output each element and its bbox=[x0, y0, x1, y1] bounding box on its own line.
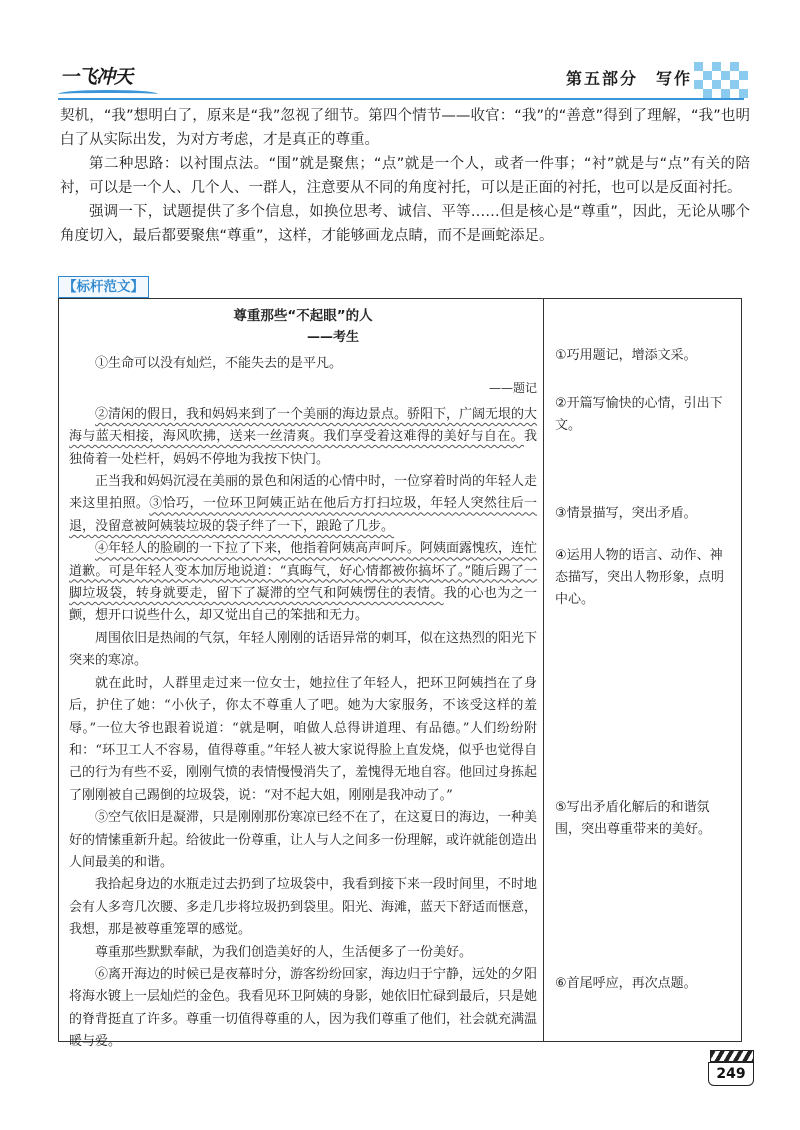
intro-paragraph-3: 强调一下，试题提供了多个信息，如换位思考、诚信、平等……但是核心是“尊重”，因此，无论从哪个角度切入，最后都要聚焦“尊重”，这样，才能够画龙点睛，而不是画蛇添足。 bbox=[60, 204, 750, 244]
annotated-text-2: ②清闲的假日，我和妈妈来到了一个美丽的海边景点。骄阳下，广阔无垠的大海与蓝天相接，海风吹拂，送来一丝清爽。我们享受着这难得的美好与自在。 bbox=[69, 406, 538, 445]
margin-note-4: ④运用人物的语言、动作、神态描写，突出人物形象，点明中心。 bbox=[555, 548, 725, 607]
margin-note-5: ⑤写出矛盾化解后的和谐氛围，突出尊重带来的美好。 bbox=[555, 800, 712, 837]
page-number: 249 bbox=[708, 1062, 754, 1086]
annotated-text-3: ③恰巧，一位环卫阿姨正站在他后方打扫垃圾，年轻人突然往后一退，没留意被阿姨装垃圾的袋子绊了一下，踉跄了几步。 bbox=[69, 496, 537, 534]
essay-text-3a: 正当我和妈妈沉浸在美丽的景色和闲适的心情中时，一位穿着时尚的年轻人走来这里拍照。 bbox=[69, 474, 538, 512]
column-divider bbox=[543, 299, 544, 1041]
essay-paragraph-6: 就在此时，人群里走过来一位女士，她拉住了年轻人，把环卫阿姨挡在了身后，护住了她：“小伙子，你太不尊重人了吧。她为大家服务，不该受这样的羞辱。”一位大爷也跟着说道：“就是啊，咱做人总得讲道理、有品德。”人们纷纷附和：“环卫工人不容易，值得尊重。”年轻人被大家说得脸上直发烧，似乎也觉得自己的行为有些不妥，刚刚气愤的表情慢慢消失了，羞愧得无地自容。他回过身拣起了刚刚被自己踢倒的垃圾袋，说：“对不起大姐，刚刚是我冲动了。” bbox=[69, 675, 538, 803]
essay-table bbox=[58, 298, 742, 1050]
margin-note-3: ③情景描写，突出矛盾。 bbox=[555, 506, 697, 521]
essay-author: ——考生 bbox=[306, 330, 359, 345]
essay-paragraph-4 bbox=[69, 538, 537, 628]
intro-paragraph-1: 契机，“我”想明白了，原来是“我”忽视了细节。第四个情节——收官：“我”的“善意”得到了理解，“我”也明白了从实际出发，为对方考虑，才是真正的尊重。 bbox=[60, 108, 750, 148]
essay-paragraph-7: ⑤空气依旧是凝滞，只是刚刚那份寒凉已经不在了，在这夏日的海边，一种美好的情愫重新升起。给彼此一份尊重，让人与人之间多一份理解，或许就能创造出人间最美的和谐。 bbox=[69, 810, 538, 870]
essay-column bbox=[69, 305, 537, 1054]
page-badge-stripes bbox=[710, 1050, 754, 1062]
section-title: 第五部分 写作 bbox=[566, 69, 693, 88]
margin-note-6: ⑥首尾呼应，再次点题。 bbox=[555, 976, 697, 991]
essay-title: 尊重那些“不起眼”的人 bbox=[233, 308, 373, 324]
annotated-text-4: ④年轻人的脸刷的一下拉了下来，他指着阿姨高声呵斥。阿姨面露愧疚，连忙道歉。可是年轻人变本加厉地说道：“真晦气，好心情都被你搞坏了。”随后踢了一脚垃圾袋，转身就要走，留下了凝滞的空气和阿姨愣住的表情。 bbox=[69, 541, 538, 602]
brand-logo: 一飞冲天 bbox=[60, 66, 133, 88]
header-rule bbox=[58, 98, 744, 100]
intro-text bbox=[60, 104, 750, 248]
margin-note-2: ②开篇写愉快的心情，引出下文。 bbox=[555, 396, 723, 433]
essay-paragraph-2 bbox=[69, 404, 537, 471]
essay-paragraph-3 bbox=[69, 471, 537, 538]
margin-note-1: ①巧用题记，增添文采。 bbox=[555, 348, 697, 363]
essay-paragraph-8: 我拾起身边的水瓶走过去扔到了垃圾袋中，我看到接下来一段时间里，不时地会有人多弯几次腰、多走几步将垃圾扔到袋里。阳光、海滩，蓝天下舒适而惬意，我想，那是被尊重笼罩的感觉。 bbox=[69, 877, 538, 938]
epigraph-signature: ——题记 bbox=[488, 381, 537, 396]
intro-paragraph-2: 第二种思路：以衬围点法。“围”就是聚焦；“点”就是一个人，或者一件事；“衬”就是与“点”有关的陪衬，可以是一个人、几个人、一群人，注意要从不同的角度衬托，可以是正面的衬托，也可以是反面衬托。 bbox=[60, 156, 750, 196]
brand-swoosh-decoration bbox=[58, 90, 158, 98]
essay-paragraph-10: ⑥离开海边的时候已是夜幕时分，游客纷纷回家，海边归于宁静，远处的夕阳将海水镀上一层灿烂的金色。我看见环卫阿姨的身影，她依旧忙碌到最后，只是她的脊背挺直了许多。尊重一切值得尊重的人，因为我们尊重了他们，社会就充满温暖与爱。 bbox=[69, 966, 538, 1050]
essay-epigraph: ①生命可以没有灿烂，不能失去的是平凡。 bbox=[95, 356, 343, 371]
checker-decoration bbox=[694, 62, 754, 98]
essay-text-2b: 我独倚着一处栏杆，妈妈不停地为我按下快门。 bbox=[69, 429, 537, 467]
essay-text-4b: 我的心也为之一颤，想开口说些什么，却又觉出自己的笨拙和无力。 bbox=[69, 586, 537, 624]
model-essay-tag: 【标杆范文】 bbox=[58, 276, 149, 298]
essay-paragraph-9: 尊重那些默默奉献，为我们创造美好的人，生活便多了一份美好。 bbox=[95, 944, 473, 960]
essay-paragraph-5: 周围依旧是热闹的气氛，年轻人刚刚的话语异常的刺耳，似在这热烈的阳光下突来的寒凉。 bbox=[69, 630, 538, 669]
page-number-badge bbox=[708, 1050, 754, 1088]
